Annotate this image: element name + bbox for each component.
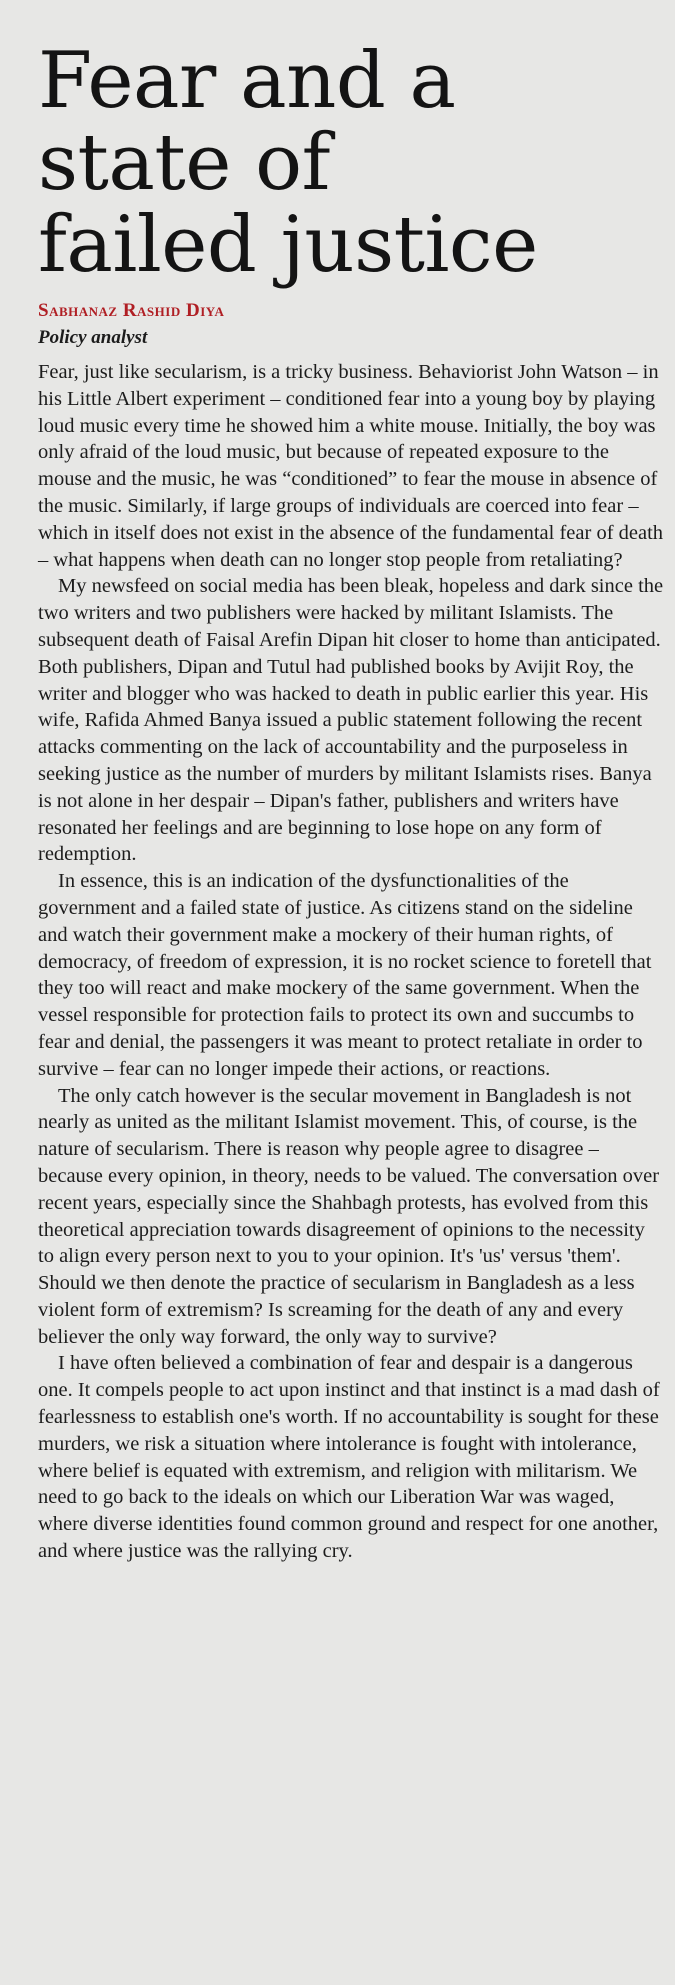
headline: [38, 36, 665, 290]
headline-line-3: failed justice: [38, 200, 538, 290]
paragraph-4: The only catch however is the secular movement in Bangladesh is not nearly as united as the militant Islamist movement. This, of course, is the nature of secularism. There is reason why people agree to disagree – because every opinion, in theory, needs to be valued. The conversation over recent years, especially since the Shahbagh protests, has evolved from this theoretical appreciation towards disagreement of opinions to the necessity to align every person next to you to your opinion. It's 'us' versus 'them'. Should we then denote the practice of secularism in Bangladesh as a less violent form of extremism? Is screaming for the death of any and every believer the only way forward, the only way to survive?: [38, 1084, 660, 1348]
article-body: [38, 359, 665, 1565]
paragraph-2: My newsfeed on social media has been bleak, hopeless and dark since the two writers and two publishers were hacked by militant Islamists. The subsequent death of Faisal Arefin Dipan hit closer to home than anticipated. Both publishers, Dipan and Tutul had published books by Avijit Roy, the writer and blogger who was hacked to death in public earlier this year. His wife, Rafida Ahmed Banya issued a public statement following the recent attacks commenting on the lack of accountability and the purposeless in seeking justice as the number of murders by militant Islamists rises. Banya is not alone in her despair – Dipan's father, publishers and writers have resonated her feelings and are beginning to lose hope on any form of redemption.: [38, 575, 664, 866]
headline-line-1: Fear and a: [38, 36, 456, 126]
paragraph-5: I have often believed a combination of fear and despair is a dangerous one. It compels people to act upon instinct and that instinct is a mad dash of fearlessness to establish one's worth. If no accountability is sought for these murders, we risk a situation where intolerance is fought with intolerance, where belief is equated with extremism, and religion with militarism. We need to go back to the ideals on which our Liberation War was waged, where diverse identities found common ground and respect for one another, and where justice was the rallying cry.: [38, 1352, 660, 1563]
paragraph-1: Fear, just like secularism, is a tricky business. Behaviorist John Watson – in his Little Albert experiment – conditioned fear into a young boy by playing loud music every time he showed him a white mouse. Initially, the boy was only afraid of the loud music, but because of repeated exposure to the mouse and the music, he was “conditioned” to fear the mouse in absence of the music. Similarly, if large groups of individuals are coerced into fear – which in itself does not exist in the absence of the fundamental fear of death – what happens when death can no longer stop people from retaliating?: [38, 361, 664, 571]
author-role: Policy analyst: [38, 327, 148, 348]
author-byline: Sabhanaz Rashid Diya: [38, 300, 225, 321]
paragraph-3: In essence, this is an indication of the dysfunctionalities of the government and a failed state of justice. As citizens stand on the sideline and watch their government make a mockery of their human rights, of democracy, of freedom of expression, it is no rocket science to foretell that they too will react and make mockery of the same government. When the vessel responsible for protection fails to protect its own and succumbs to fear and denial, the passengers it was meant to protect retaliate in order to survive – fear can no longer impede their actions, or reactions.: [38, 870, 652, 1080]
headline-line-2: state of: [38, 118, 331, 208]
